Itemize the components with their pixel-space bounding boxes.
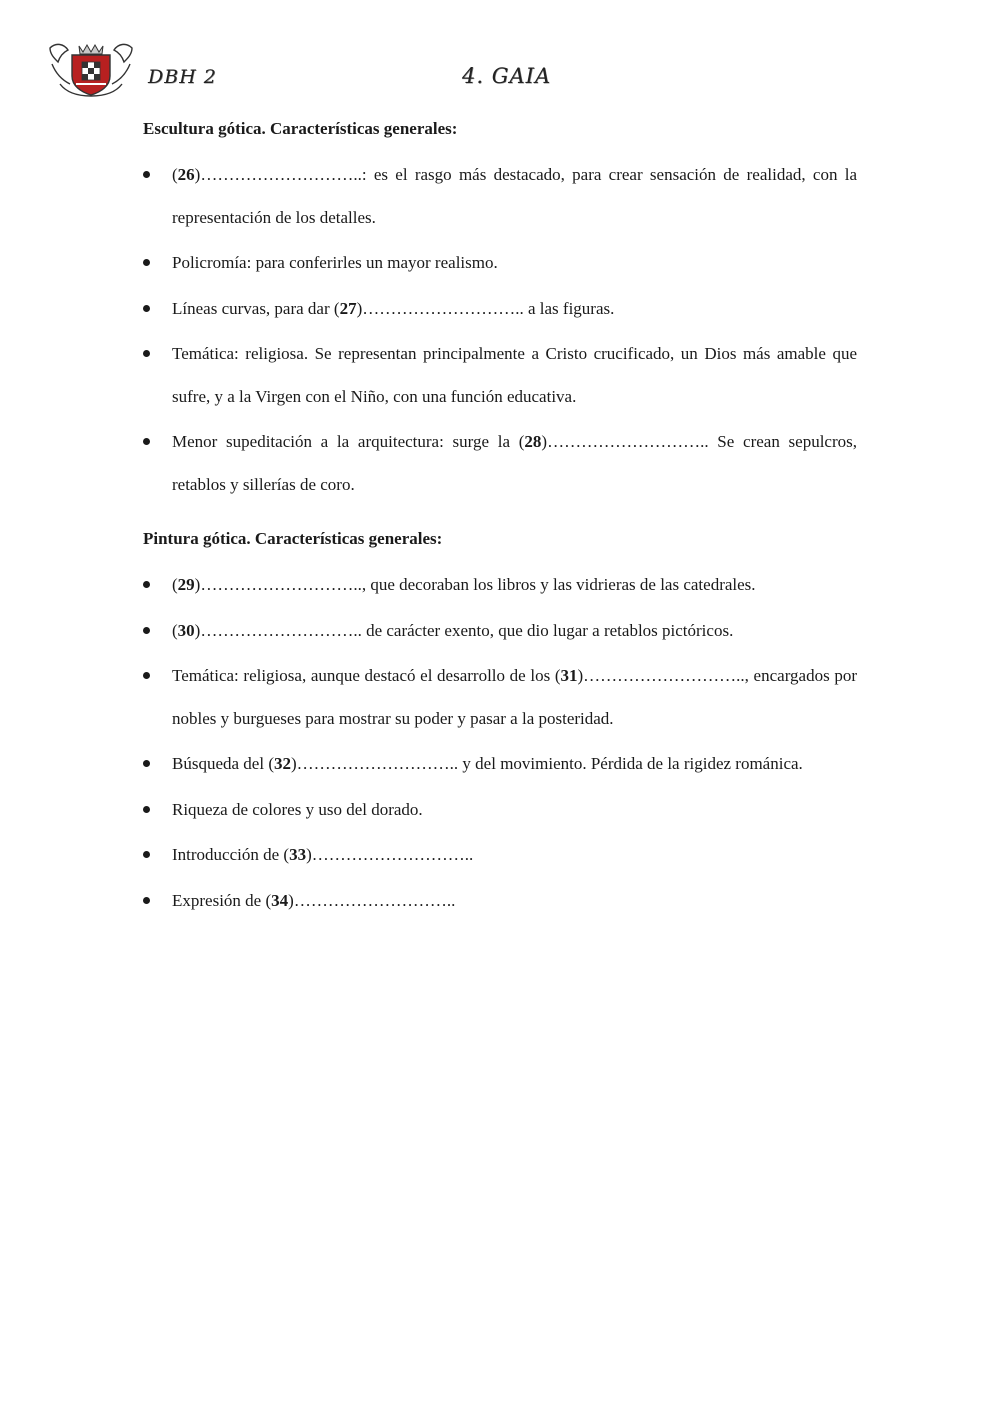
worksheet-content [143,118,857,922]
section-title: Escultura gótica. Características generales: [143,119,458,138]
blank-number: 31 [560,666,578,685]
unit-title: 4. GAIA [462,64,552,88]
list-item: Introducción de (33)……………………….. [172,845,474,864]
section-painting [143,528,857,922]
section-title: Pintura gótica. Características generales: [143,529,443,548]
blank-number: 28 [524,432,542,451]
school-coat-of-arms-icon [46,40,136,102]
list-item: Temática: religiosa, aunque destacó el desarrollo de los (31)……………………….., encargados por nobles y burgueses para mostrar su poder y pasar a la posteridad. [172,666,857,728]
list-item: Expresión de (34)……………………….. [172,890,456,910]
blank-number: 26 [177,165,195,184]
painting-list [143,564,857,922]
list-item: (26)………………………..: es el rasgo más destacado, para crear sensación de realidad, con la representación de los detalles. [172,165,857,227]
list-item: Riqueza de colores y uso del dorado. [172,799,423,819]
section-sculpture [143,118,857,506]
course-label: DBH 2 [148,66,217,88]
page-header [0,0,1000,110]
list-item: Policromía: para conferirles un mayor realismo. [172,253,498,272]
blank-number: 29 [177,575,195,594]
blank-number: 34 [271,890,289,910]
list-item: Búsqueda del (32)……………………….. y del movimiento. Pérdida de la rigidez románica. [172,754,803,773]
list-item: (29)……………………….., que decoraban los libros y las vidrieras de las catedrales. [172,575,756,594]
list-item: (30)……………………….. de carácter exento, que dio lugar a retablos pictóricos. [172,620,734,640]
list-item: Menor supeditación a la arquitectura: surge la (28)……………………….. Se crean sepulcros, retablos y sillerías de coro. [172,432,857,494]
list-item: Líneas curvas, para dar (27)……………………….. a las figuras. [172,298,615,318]
sculpture-list [143,154,857,506]
list-item: Temática: religiosa. Se representan principalmente a Cristo crucificado, un Dios más amable que sufre, y a la Virgen con el Niño, con una función educativa. [172,344,857,406]
blank-number: 32 [274,754,291,773]
blank-number: 33 [289,845,307,864]
blank-number: 30 [177,620,195,640]
blank-number: 27 [339,298,357,318]
